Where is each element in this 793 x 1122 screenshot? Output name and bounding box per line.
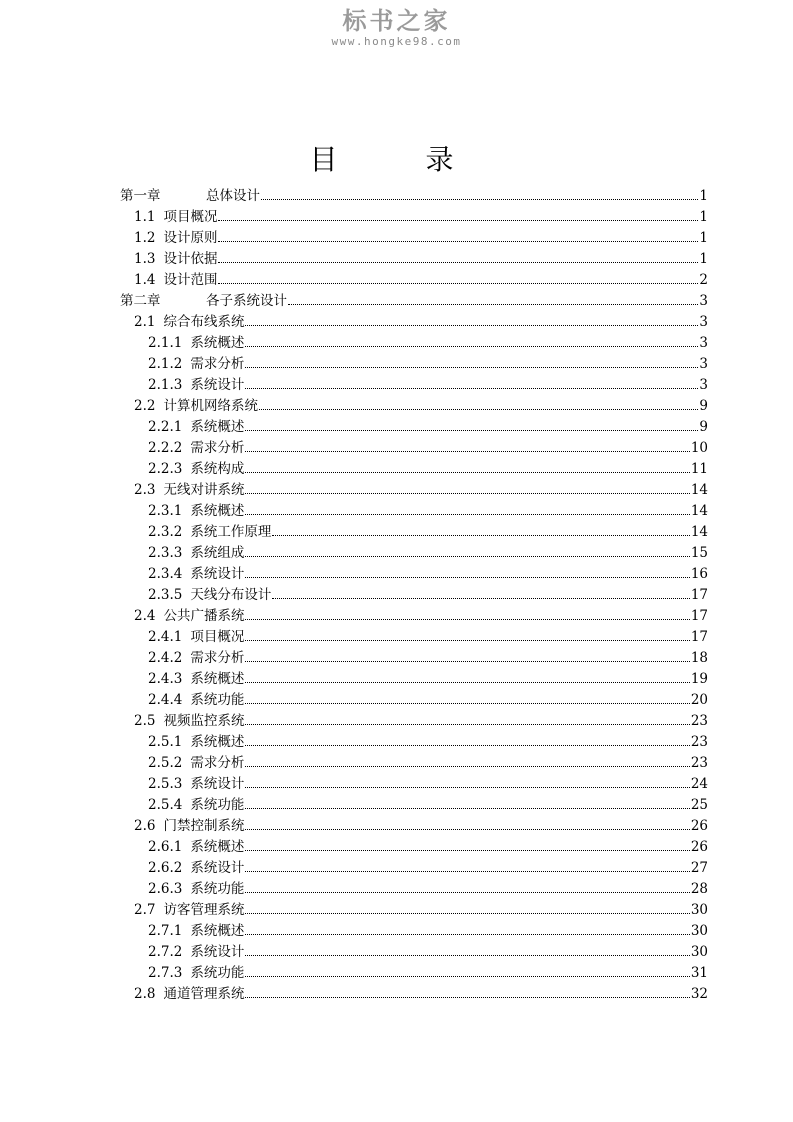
toc-entry-page: 30 [690, 923, 708, 939]
toc-entry[interactable] [120, 730, 708, 751]
toc-entry[interactable] [120, 751, 708, 772]
toc-entry-number: 第一章 [120, 188, 161, 204]
toc-dot-leader [261, 198, 698, 200]
toc-entry-page: 28 [690, 881, 708, 897]
toc-entry-label: 系统功能 [190, 692, 245, 708]
toc-entry-label: 系统概述 [190, 671, 245, 687]
toc-entry-page: 27 [690, 860, 708, 876]
toc-entry-number: 2.7.3 [148, 965, 183, 981]
toc-entry-label: 系统概述 [190, 503, 245, 519]
toc-entry-label: 系统概述 [190, 335, 245, 351]
toc-dot-leader [245, 954, 689, 956]
toc-dot-leader [245, 639, 689, 641]
toc-entry-label: 需求分析 [190, 440, 245, 456]
toc-entry[interactable] [120, 499, 708, 520]
toc-entry-page: 26 [690, 818, 708, 834]
toc-entry[interactable] [120, 982, 708, 1003]
toc-entry-number: 2.6.1 [148, 839, 183, 855]
toc-dot-leader [245, 849, 689, 851]
watermark-url: www.hongke98.com [331, 35, 462, 48]
toc-dot-leader [245, 975, 689, 977]
toc-entry-page: 14 [690, 503, 708, 519]
toc-entry-page: 14 [690, 524, 708, 540]
toc-entry-page: 18 [690, 650, 708, 666]
toc-dot-leader [245, 912, 689, 914]
toc-dot-leader [245, 933, 689, 935]
toc-entry-label: 系统概述 [190, 734, 245, 750]
toc-entry[interactable] [120, 604, 708, 625]
toc-entry-label: 系统设计 [190, 776, 245, 792]
toc-entry-label: 系统功能 [190, 965, 245, 981]
toc-entry-page: 30 [690, 902, 708, 918]
toc-entry[interactable] [120, 289, 708, 310]
toc-entry-number: 1.2 [134, 230, 156, 246]
toc-entry[interactable] [120, 436, 708, 457]
toc-dot-leader [245, 324, 698, 326]
toc-entry-number: 2.3.3 [148, 545, 183, 561]
toc-entry-page: 23 [690, 713, 708, 729]
toc-entry[interactable] [120, 268, 708, 289]
toc-entry-page: 3 [699, 356, 708, 372]
toc-entry-label: 设计原则 [163, 230, 218, 246]
toc-dot-leader [245, 387, 698, 389]
watermark [0, 6, 793, 48]
toc-entry[interactable] [120, 226, 708, 247]
toc-entry[interactable] [120, 310, 708, 331]
toc-entry-label: 通道管理系统 [163, 986, 245, 1002]
toc-entry[interactable] [120, 877, 708, 898]
toc-entry-number: 2.1.1 [148, 335, 183, 351]
toc-entry-page: 20 [690, 692, 708, 708]
toc-entry-number: 1.1 [134, 209, 156, 225]
toc-entry-label: 需求分析 [190, 650, 245, 666]
toc-dot-leader [245, 450, 689, 452]
toc-entry[interactable] [120, 961, 708, 982]
toc-entry-number: 2.4.2 [148, 650, 183, 666]
toc-dot-leader [245, 807, 689, 809]
toc-entry[interactable] [120, 562, 708, 583]
toc-entry-label: 项目概况 [163, 209, 218, 225]
toc-entry-page: 23 [690, 734, 708, 750]
toc-dot-leader [245, 891, 689, 893]
toc-entry-page: 17 [690, 608, 708, 624]
toc-entry-label: 系统组成 [190, 545, 245, 561]
toc-entry-label: 视频监控系统 [163, 713, 245, 729]
toc-dot-leader [245, 828, 689, 830]
toc-entry-number: 2.2.3 [148, 461, 183, 477]
toc-dot-leader [245, 723, 689, 725]
toc-entry-number: 2.6.2 [148, 860, 183, 876]
toc-entry-page: 31 [690, 965, 708, 981]
toc-dot-leader [245, 660, 689, 662]
toc-entry-label: 系统设计 [190, 377, 245, 393]
toc-entry[interactable] [120, 625, 708, 646]
toc-entry-number: 2.3.4 [148, 566, 183, 582]
toc-entry-page: 3 [699, 314, 708, 330]
toc-entry[interactable] [120, 247, 708, 268]
toc-entry[interactable] [120, 457, 708, 478]
toc-entry-page: 11 [690, 461, 708, 477]
toc-entry[interactable] [120, 373, 708, 394]
toc-dot-leader [245, 996, 689, 998]
toc-entry-number: 1.4 [134, 272, 156, 288]
toc-entry-page: 16 [690, 566, 708, 582]
toc-dot-leader [218, 282, 698, 284]
toc-entry-page: 9 [699, 419, 708, 435]
toc-entry-page: 23 [690, 755, 708, 771]
toc-entry-label: 总体设计 [206, 188, 260, 204]
toc-entry-label: 综合布线系统 [163, 314, 245, 330]
toc-entry[interactable] [120, 793, 708, 814]
toc-dot-leader [245, 870, 689, 872]
toc-dot-leader [218, 219, 698, 221]
toc-entry-label: 系统概述 [190, 419, 245, 435]
toc-dot-leader [272, 534, 689, 536]
toc-entry-label: 系统设计 [190, 944, 245, 960]
toc-entry-page: 17 [690, 587, 708, 603]
toc-entry[interactable] [120, 394, 708, 415]
toc-entry-number: 2.4.1 [148, 629, 183, 645]
toc-entry[interactable] [120, 352, 708, 373]
toc-entry-number: 2.5.3 [148, 776, 183, 792]
toc-entry[interactable] [120, 415, 708, 436]
toc-entry-number: 1.3 [134, 251, 156, 267]
toc-dot-leader [245, 681, 689, 683]
toc-entry-page: 1 [699, 230, 708, 246]
toc-entry[interactable] [120, 331, 708, 352]
toc-entry-label: 设计依据 [163, 251, 218, 267]
toc-entry[interactable] [120, 541, 708, 562]
toc-entry-page: 2 [699, 272, 708, 288]
toc-entry-number: 2.4.4 [148, 692, 183, 708]
toc-entry-number: 2.3.5 [148, 587, 183, 603]
toc-entry-number: 2.4.3 [148, 671, 183, 687]
toc-dot-leader [245, 744, 689, 746]
toc-entry-page: 1 [699, 209, 708, 225]
toc-entry[interactable] [120, 814, 708, 835]
toc-dot-leader [245, 513, 689, 515]
toc-entry[interactable] [120, 205, 708, 226]
toc-dot-leader [245, 492, 689, 494]
toc-entry-page: 24 [690, 776, 708, 792]
toc-entry-number: 2.2 [134, 398, 156, 414]
toc-entry-page: 3 [699, 293, 708, 309]
toc-entry-label: 访客管理系统 [163, 902, 245, 918]
toc-entry-number: 2.7 [134, 902, 156, 918]
toc-dot-leader [245, 786, 689, 788]
toc-entry-label: 需求分析 [190, 755, 245, 771]
toc-entry[interactable] [120, 520, 708, 541]
toc-entry[interactable] [120, 940, 708, 961]
toc-entry-number: 2.5.4 [148, 797, 183, 813]
watermark-logo: 标书之家 [342, 7, 451, 35]
toc-dot-leader [245, 555, 689, 557]
toc-entry-page: 17 [690, 629, 708, 645]
toc-dot-leader [245, 366, 698, 368]
toc-entry-number: 2.1.2 [148, 356, 183, 372]
toc-entry[interactable] [120, 835, 708, 856]
toc-dot-leader [245, 765, 689, 767]
toc-entry-label: 系统功能 [190, 881, 245, 897]
toc-entry-page: 15 [690, 545, 708, 561]
toc-entry[interactable] [120, 898, 708, 919]
toc-entry-page: 19 [690, 671, 708, 687]
toc-entry-label: 门禁控制系统 [163, 818, 245, 834]
toc-entry-label: 公共广播系统 [163, 608, 245, 624]
toc-entry-number: 2.5.2 [148, 755, 183, 771]
toc-entry-number: 2.5.1 [148, 734, 183, 750]
toc-entry-number: 2.4 [134, 608, 156, 624]
toc-entry[interactable] [120, 772, 708, 793]
toc-entry[interactable] [120, 646, 708, 667]
toc-entry-page: 26 [690, 839, 708, 855]
toc-dot-leader [245, 429, 698, 431]
toc-entry-page: 9 [699, 398, 708, 414]
toc-dot-leader [272, 597, 689, 599]
toc-dot-leader [218, 240, 698, 242]
toc-entry-page: 30 [690, 944, 708, 960]
toc-entry-number: 2.3 [134, 482, 156, 498]
toc-entry-number: 2.7.2 [148, 944, 183, 960]
toc-entry[interactable] [120, 583, 708, 604]
toc-entry-label: 系统工作原理 [190, 524, 272, 540]
toc-entry[interactable] [120, 478, 708, 499]
toc-entry-page: 3 [699, 335, 708, 351]
toc-entry-number: 2.2.2 [148, 440, 183, 456]
toc-entry-label: 计算机网络系统 [163, 398, 258, 414]
toc-entry-number: 第二章 [120, 293, 161, 309]
toc-entry-label: 系统设计 [190, 566, 245, 582]
toc-entry-label: 系统概述 [190, 839, 245, 855]
toc-entry-page: 3 [699, 377, 708, 393]
toc-dot-leader [288, 303, 698, 305]
table-of-contents [120, 184, 708, 1003]
toc-dot-leader [245, 618, 689, 620]
toc-entry-number: 2.3.1 [148, 503, 183, 519]
toc-entry-number: 2.3.2 [148, 524, 183, 540]
toc-entry-label: 系统概述 [190, 923, 245, 939]
toc-dot-leader [245, 702, 689, 704]
toc-entry-number: 2.8 [134, 986, 156, 1002]
toc-entry-number: 2.6 [134, 818, 156, 834]
toc-entry-label: 项目概况 [190, 629, 245, 645]
toc-entry-number: 2.7.1 [148, 923, 183, 939]
toc-entry[interactable] [120, 667, 708, 688]
toc-entry-label: 需求分析 [190, 356, 245, 372]
toc-entry[interactable] [120, 709, 708, 730]
toc-dot-leader [245, 576, 689, 578]
toc-entry-page: 1 [699, 251, 708, 267]
toc-entry-page: 14 [690, 482, 708, 498]
toc-entry-number: 2.6.3 [148, 881, 183, 897]
toc-entry-number: 2.5 [134, 713, 156, 729]
toc-dot-leader [218, 261, 698, 263]
toc-dot-leader [245, 345, 698, 347]
toc-entry-page: 1 [699, 188, 708, 204]
toc-entry-label: 天线分布设计 [190, 587, 272, 603]
toc-entry-label: 各子系统设计 [206, 293, 287, 309]
toc-entry-number: 2.1 [134, 314, 156, 330]
toc-entry-number: 2.1.3 [148, 377, 183, 393]
toc-entry[interactable] [120, 184, 708, 205]
toc-dot-leader [259, 408, 698, 410]
toc-entry-page: 32 [690, 986, 708, 1002]
toc-entry-label: 系统设计 [190, 860, 245, 876]
toc-entry[interactable] [120, 688, 708, 709]
toc-entry-label: 系统构成 [190, 461, 245, 477]
toc-entry-label: 系统功能 [190, 797, 245, 813]
page-title: 目 录 [309, 143, 484, 176]
toc-dot-leader [245, 471, 689, 473]
toc-entry-page: 25 [690, 797, 708, 813]
toc-entry[interactable] [120, 919, 708, 940]
toc-entry[interactable] [120, 856, 708, 877]
toc-entry-number: 2.2.1 [148, 419, 183, 435]
toc-entry-label: 设计范围 [163, 272, 218, 288]
toc-entry-label: 无线对讲系统 [163, 482, 245, 498]
toc-entry-page: 10 [690, 440, 708, 456]
